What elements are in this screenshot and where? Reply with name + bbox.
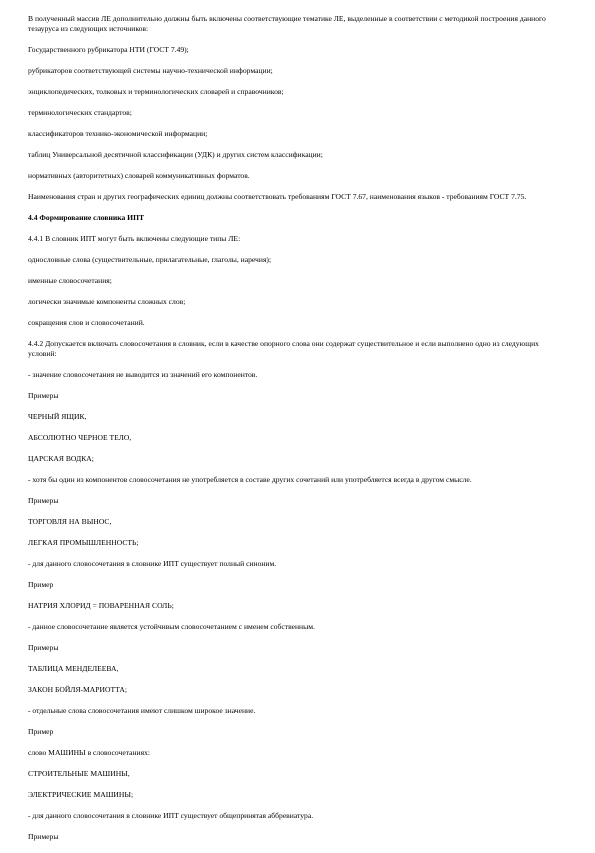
example-item: НАТРИЯ ХЛОРИД = ПОВАРЕННАЯ СОЛЬ;: [28, 601, 174, 610]
list-item: энциклопедических, толковых и терминологических словарей и справочников;: [28, 87, 284, 96]
list-item: терминологических стандартов;: [28, 108, 132, 117]
example-label: Примеры: [28, 832, 59, 841]
paragraph: 4.4.2 Допускается включать словосочетания в словник, если в качестве опорного слова они содержат существительное и если выполнено одно из следующих условий:: [28, 339, 539, 358]
example-label: Пример: [28, 580, 54, 589]
example-item: ЦАРСКАЯ ВОДКА;: [28, 454, 94, 463]
list-item: классификаторов технико-экономической информации;: [28, 129, 208, 138]
paragraph: 4.4.1 В словник ИПТ могут быть включены следующие типы ЛЕ:: [28, 234, 241, 243]
example-label: Примеры: [28, 496, 59, 505]
example-item: АБСОЛЮТНО ЧЕРНОЕ ТЕЛО,: [28, 433, 132, 442]
example-item: ЧЕРНЫЙ ЯЩИК,: [28, 412, 87, 421]
list-item: таблиц Универсальной десятичной классификации (УДК) и других систем классификации;: [28, 150, 323, 159]
condition-item: - значение словосочетания не выводится из значений его компонентов.: [28, 370, 258, 379]
example-item: ЛЕГКАЯ ПРОМЫШЛЕННОСТЬ;: [28, 538, 139, 547]
example-label: Примеры: [28, 643, 59, 652]
condition-item: - для данного словосочетания в словнике ИПТ существует полный синоним.: [28, 559, 277, 568]
paragraph: Наименования стран и других географических единиц должны соответствовать требованиям ГОСТ 7.67, наименования языков - требованиям ГОСТ 7.75.: [28, 192, 527, 201]
list-item: сокращения слов и словосочетаний.: [28, 318, 145, 327]
example-item: ТОРГОВЛЯ НА ВЫНОС,: [28, 517, 112, 526]
paragraph: В полученный массив ЛЕ дополнительно должны быть включены соответствующие тематике ЛЕ, выделенные в соответствии с методикой построения данного тезауруса из следующих источников:: [28, 14, 546, 33]
section-heading: 4.4 Формирование словника ИПТ: [28, 213, 145, 222]
document-page: [28, 14, 568, 853]
example-item: ТАБЛИЦА МЕНДЕЛЕЕВА,: [28, 664, 119, 673]
list-item: однословные слова (существительные, прилагательные, глаголы, наречия);: [28, 255, 272, 264]
list-item: именные словосочетания;: [28, 276, 112, 285]
example-label: Пример: [28, 727, 54, 736]
example-item: СТРОИТЕЛЬНЫЕ МАШИНЫ,: [28, 769, 130, 778]
example-item: ЭЛЕКТРИЧЕСКИЕ МАШИНЫ;: [28, 790, 134, 799]
list-item: нормативных (авторитетных) словарей коммуникативных форматов.: [28, 171, 250, 180]
example-item: слово МАШИНЫ в словосочетаниях:: [28, 748, 151, 757]
condition-item: - хотя бы один из компонентов словосочетания не употребляется в составе других сочетаний или употребляется всегда в другом смысле.: [28, 475, 472, 484]
list-item: логически значимые компоненты сложных слов;: [28, 297, 186, 306]
condition-item: - для данного словосочетания в словнике ИПТ существует общепринятая аббревиатура.: [28, 811, 314, 820]
list-item: рубрикаторов соответствующей системы научно-технической информации;: [28, 66, 273, 75]
condition-item: - данное словосочетание является устойчивым словосочетанием с именем собственным.: [28, 622, 315, 631]
example-label: Примеры: [28, 391, 59, 400]
condition-item: - отдельные слова словосочетания имеют слишком широкое значение.: [28, 706, 256, 715]
example-item: ЗАКОН БОЙЛЯ-МАРИОТТА;: [28, 685, 127, 694]
list-item: Государственного рубрикатора НТИ (ГОСТ 7.49);: [28, 45, 189, 54]
